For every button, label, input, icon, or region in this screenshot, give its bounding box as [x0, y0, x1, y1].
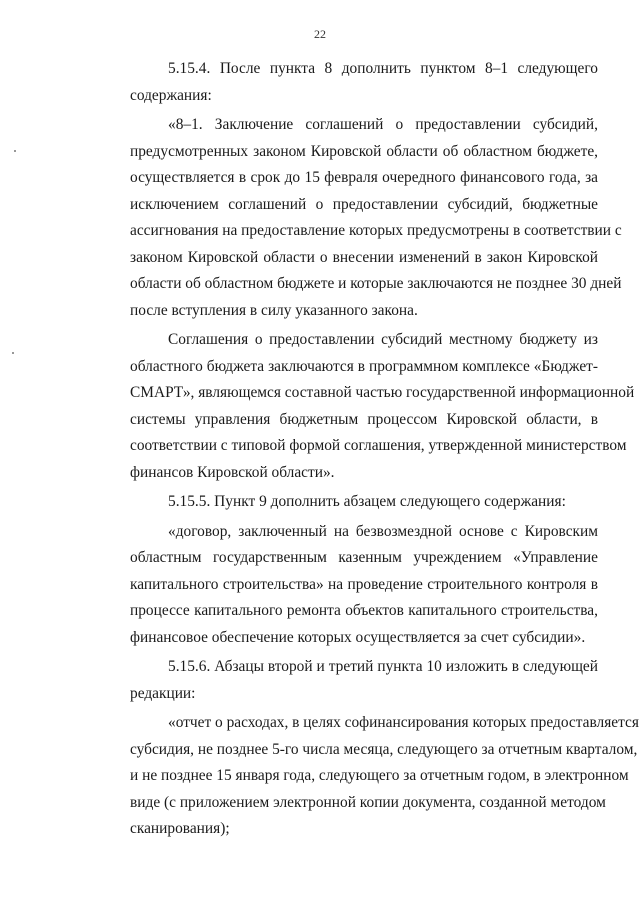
- paragraph-agreements: [92, 327, 635, 486]
- text-line: Соглашения о предоставлении субсидий местному бюджету из: [168, 331, 598, 348]
- text-line: «договор, заключенный на безвозмездной основе с Кировским: [168, 522, 598, 540]
- text-line: финансовое обеспечение которых осуществляется за счет субсидии».: [130, 628, 586, 646]
- paragraph-5-15-5: [92, 489, 598, 516]
- paragraph-5-15-6: [92, 654, 598, 707]
- text-line: предусмотренных законом Кировской области об областном бюджете,: [130, 142, 598, 160]
- paragraph-contract: [92, 519, 598, 652]
- paragraph-5-15-4: [92, 56, 598, 109]
- paragraph-8-1: [92, 112, 622, 324]
- text-line: области об областном бюджете и которые заключаются не позднее 30 дней: [130, 275, 622, 292]
- text-line: субсидия, не позднее 5-го числа месяца, следующего за отчетным кварталом,: [130, 740, 638, 758]
- text-line: соответствии с типовой формой соглашения, утвержденной министерством: [130, 437, 627, 454]
- text-line: финансов Кировской области».: [130, 463, 335, 481]
- text-line: системы управления бюджетным процессом Кировской области, в: [130, 410, 598, 428]
- text-line: после вступления в силу указанного закона.: [130, 301, 418, 319]
- scan-speck: [12, 352, 14, 354]
- text-line: 5.15.4. После пункта 8 дополнить пунктом 8–1 следующего: [168, 60, 598, 77]
- text-line: процессе капитального ремонта объектов капитального строительства,: [130, 602, 598, 619]
- page-number: 22: [314, 27, 326, 41]
- text-line: содержания:: [130, 86, 212, 104]
- text-line: редакции:: [130, 684, 196, 702]
- text-line: виде (с приложением электронной копии документа, созданной методом: [130, 793, 606, 811]
- text-line: областным государственным казенным учреждением «Управление: [130, 549, 598, 566]
- text-line: и не позднее 15 января года, следующего за отчетным годом, в электронном: [130, 767, 629, 784]
- text-line: областного бюджета заключаются в программном комплексе «Бюджет-: [130, 357, 598, 375]
- text-line: 5.15.6. Абзацы второй и третий пункта 10 изложить в следующей: [168, 658, 598, 675]
- text-line: осуществляется в срок до 15 февраля очередного финансового года, за: [130, 169, 598, 186]
- document-body: [92, 56, 639, 843]
- text-line: ассигнования на предоставление которых предусмотрены в соответствии с: [130, 222, 622, 239]
- text-line: «8–1. Заключение соглашений о предоставлении субсидий,: [168, 116, 598, 133]
- text-line: законом Кировской области о внесении изменений в закон Кировской: [130, 248, 598, 266]
- paragraph-report: [92, 710, 639, 843]
- text-line: «отчет о расходах, в целях софинансирования которых предоставляется: [168, 714, 639, 731]
- text-line: капитального строительства» на проведение строительного контроля в: [130, 575, 598, 593]
- text-line: сканирования);: [130, 820, 230, 837]
- text-line: 5.15.5. Пункт 9 дополнить абзацем следующего содержания:: [168, 493, 566, 510]
- text-line: исключением соглашений о предоставлении субсидий, бюджетные: [130, 195, 598, 213]
- scan-speck: [14, 150, 16, 152]
- text-line: СМАРТ», являющемся составной частью государственной информационной: [130, 384, 635, 401]
